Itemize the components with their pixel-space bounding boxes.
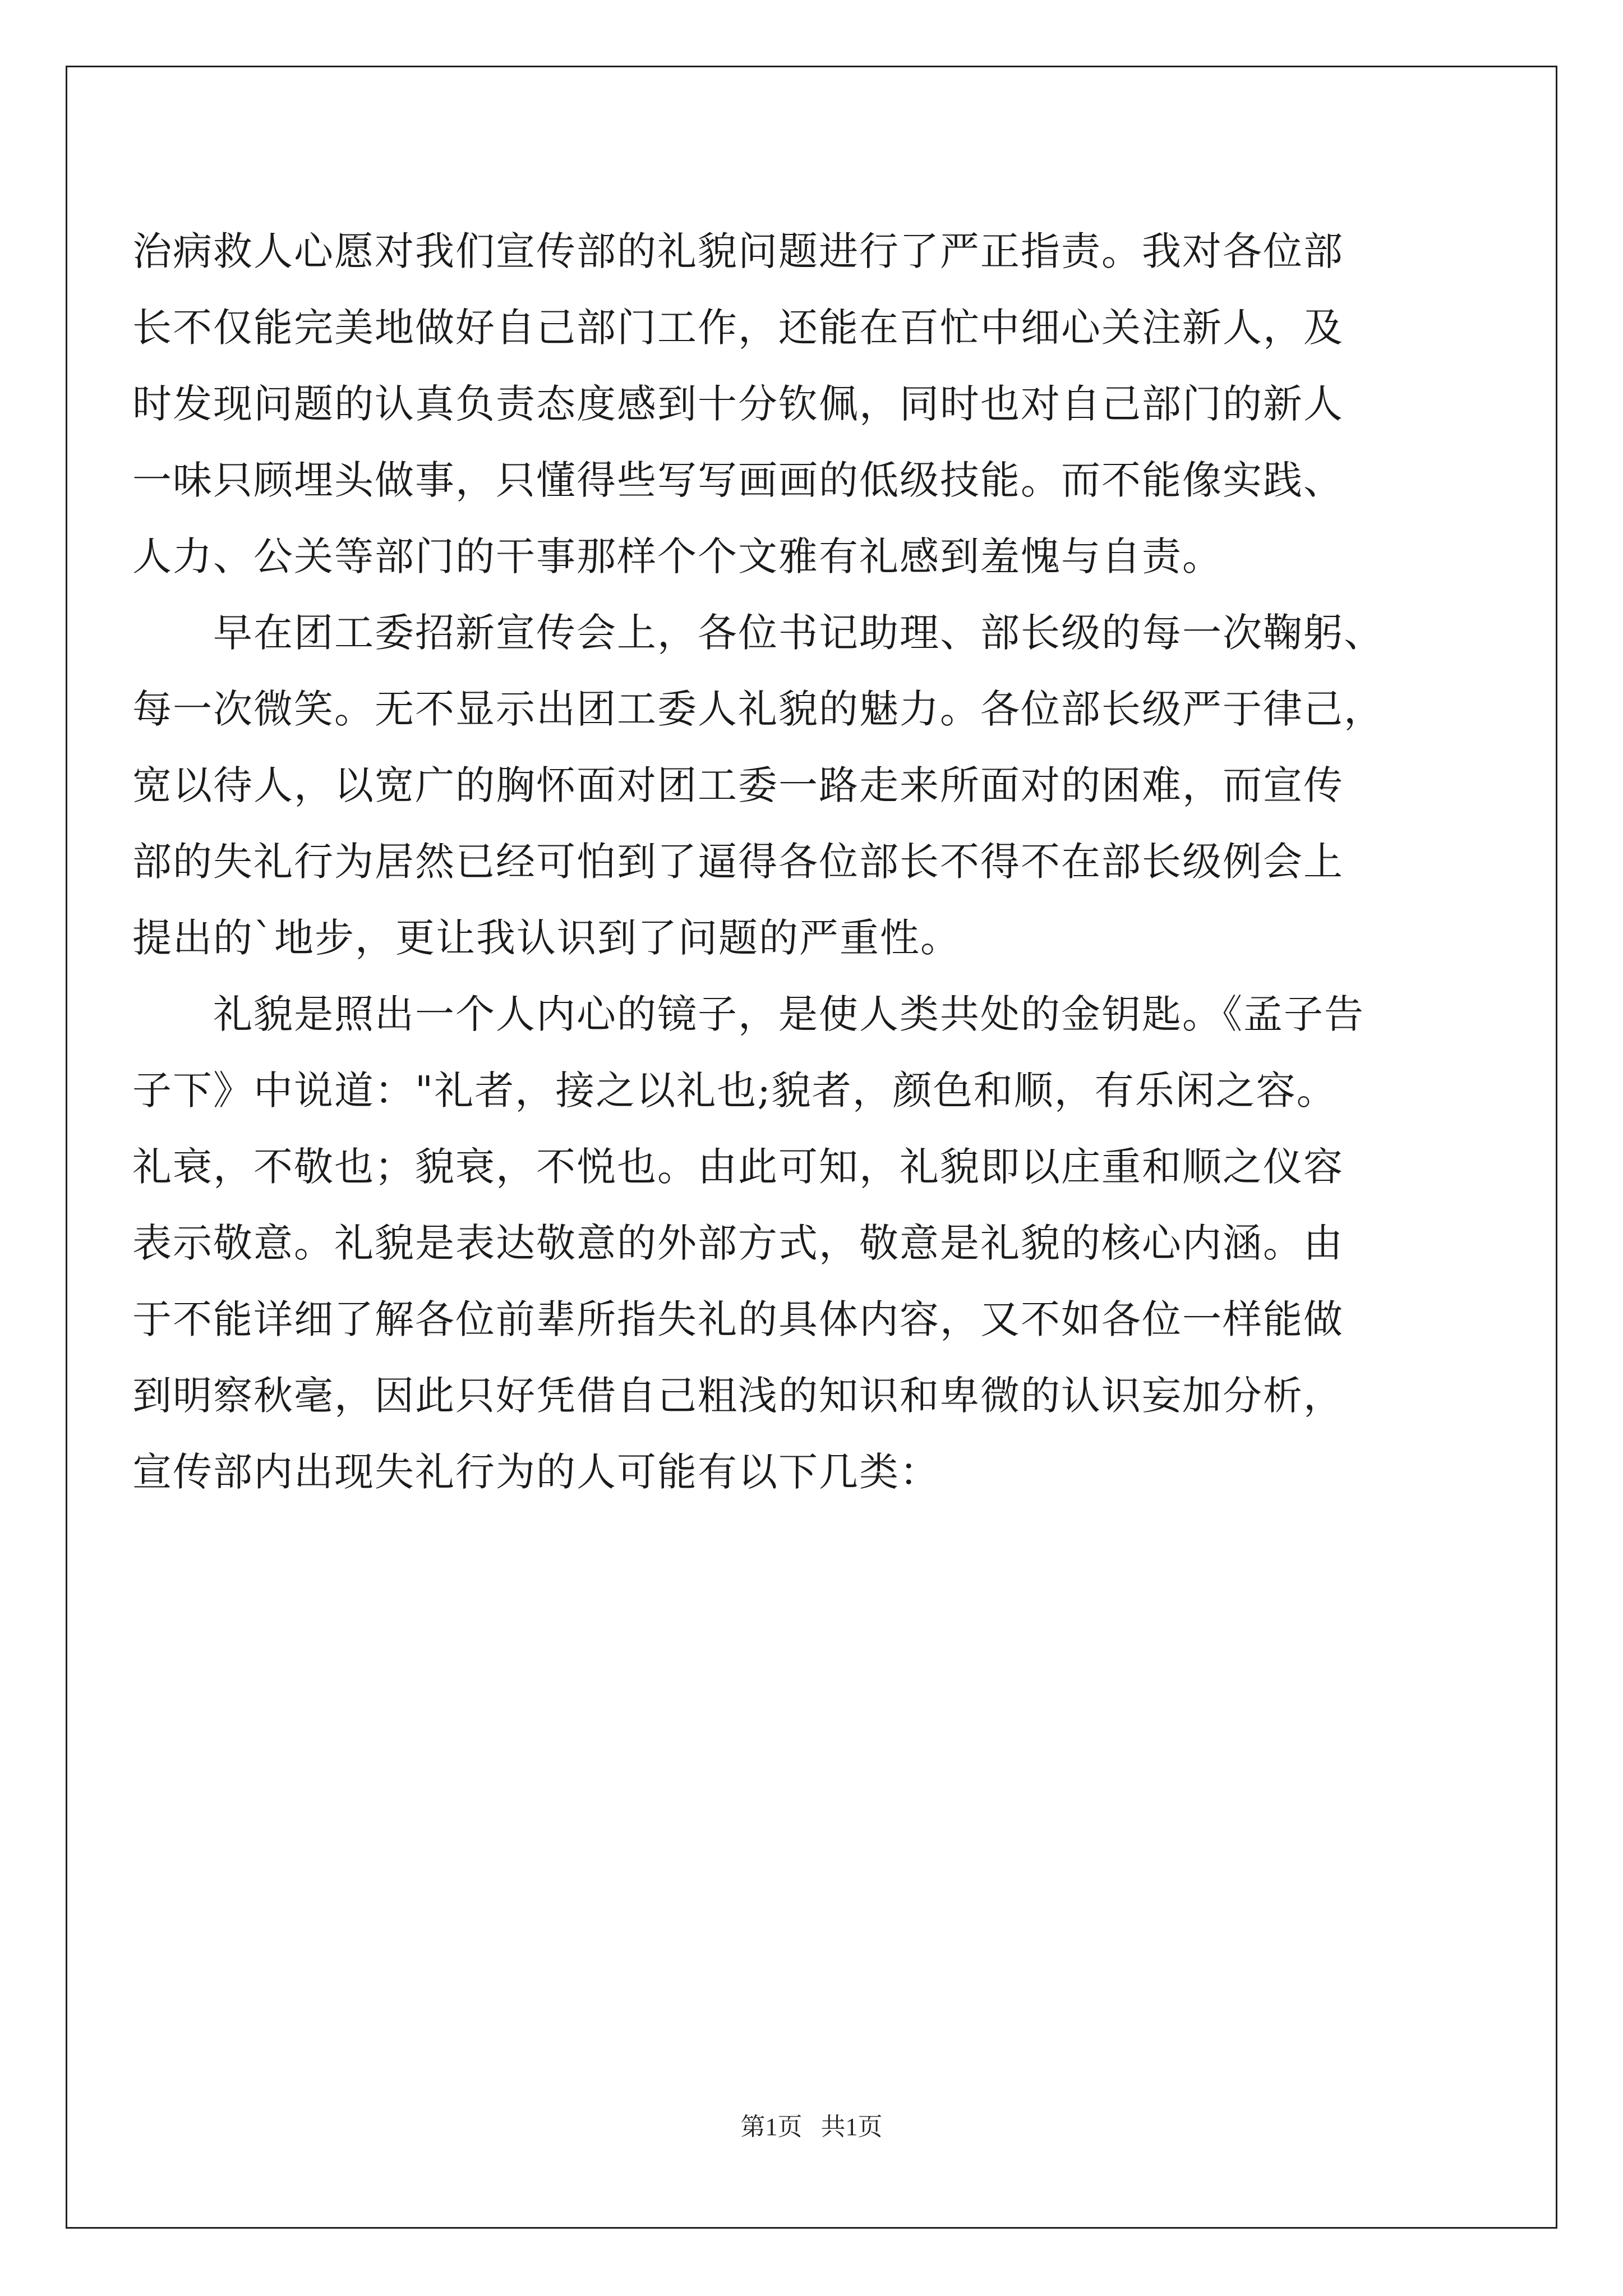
text-line: 子下》中说道："礼者，接之以礼也;貌者，颜色和顺，有乐闲之容。 — [132, 1068, 1337, 1114]
text-line: 礼衰，不敬也；貌衰，不悦也。由此可知，礼貌即以庄重和顺之仪容 — [132, 1144, 1344, 1190]
text-line-indented: 礼貌是照出一个人内心的镜子，是使人类共处的金钥匙。《孟子告 — [213, 991, 1364, 1037]
text-line: 宣传部内出现失礼行为的人可能有以下几类： — [132, 1449, 940, 1495]
text-line: 宽以待人，以宽广的胸怀面对团工委一路走来所面对的困难，而宣传 — [132, 762, 1344, 808]
text-line: 于不能详细了解各位前辈所指失礼的具体内容，又不如各位一样能做 — [132, 1296, 1344, 1342]
document-body — [132, 213, 1495, 1510]
text-line: 提出的`地步，更让我认识到了问题的严重性。 — [132, 915, 961, 961]
page-footer: 第1页 共1页 — [740, 2113, 883, 2141]
text-line-indented: 早在团工委招新宣传会上，各位书记助理、部长级的每一次鞠躬、 — [213, 610, 1384, 656]
text-line: 每一次微笑。无不显示出团工委人礼貌的魅力。各位部长级严于律己， — [132, 686, 1384, 732]
text-line: 人力、公关等部门的干事那样个个文雅有礼感到羞愧与自责。 — [132, 533, 1223, 579]
text-line: 一味只顾埋头做事，只懂得些写写画画的低级技能。而不能像实践、 — [132, 457, 1344, 503]
text-line: 长不仅能完美地做好自己部门工作，还能在百忙中细心关注新人，及 — [132, 305, 1344, 351]
text-line: 表示敬意。礼貌是表达敬意的外部方式，敬意是礼貌的核心内涵。由 — [132, 1220, 1344, 1266]
text-line: 部的失礼行为居然已经可怕到了逼得各位部长不得不在部长级例会上 — [132, 839, 1344, 885]
text-line: 治病救人心愿对我们宣传部的礼貌问题进行了严正指责。我对各位部 — [132, 228, 1344, 274]
text-line: 到明察秋毫，因此只好凭借自己粗浅的知识和卑微的认识妄加分析， — [132, 1373, 1344, 1419]
text-line: 时发现问题的认真负责态度感到十分钦佩，同时也对自己部门的新人 — [132, 381, 1344, 427]
